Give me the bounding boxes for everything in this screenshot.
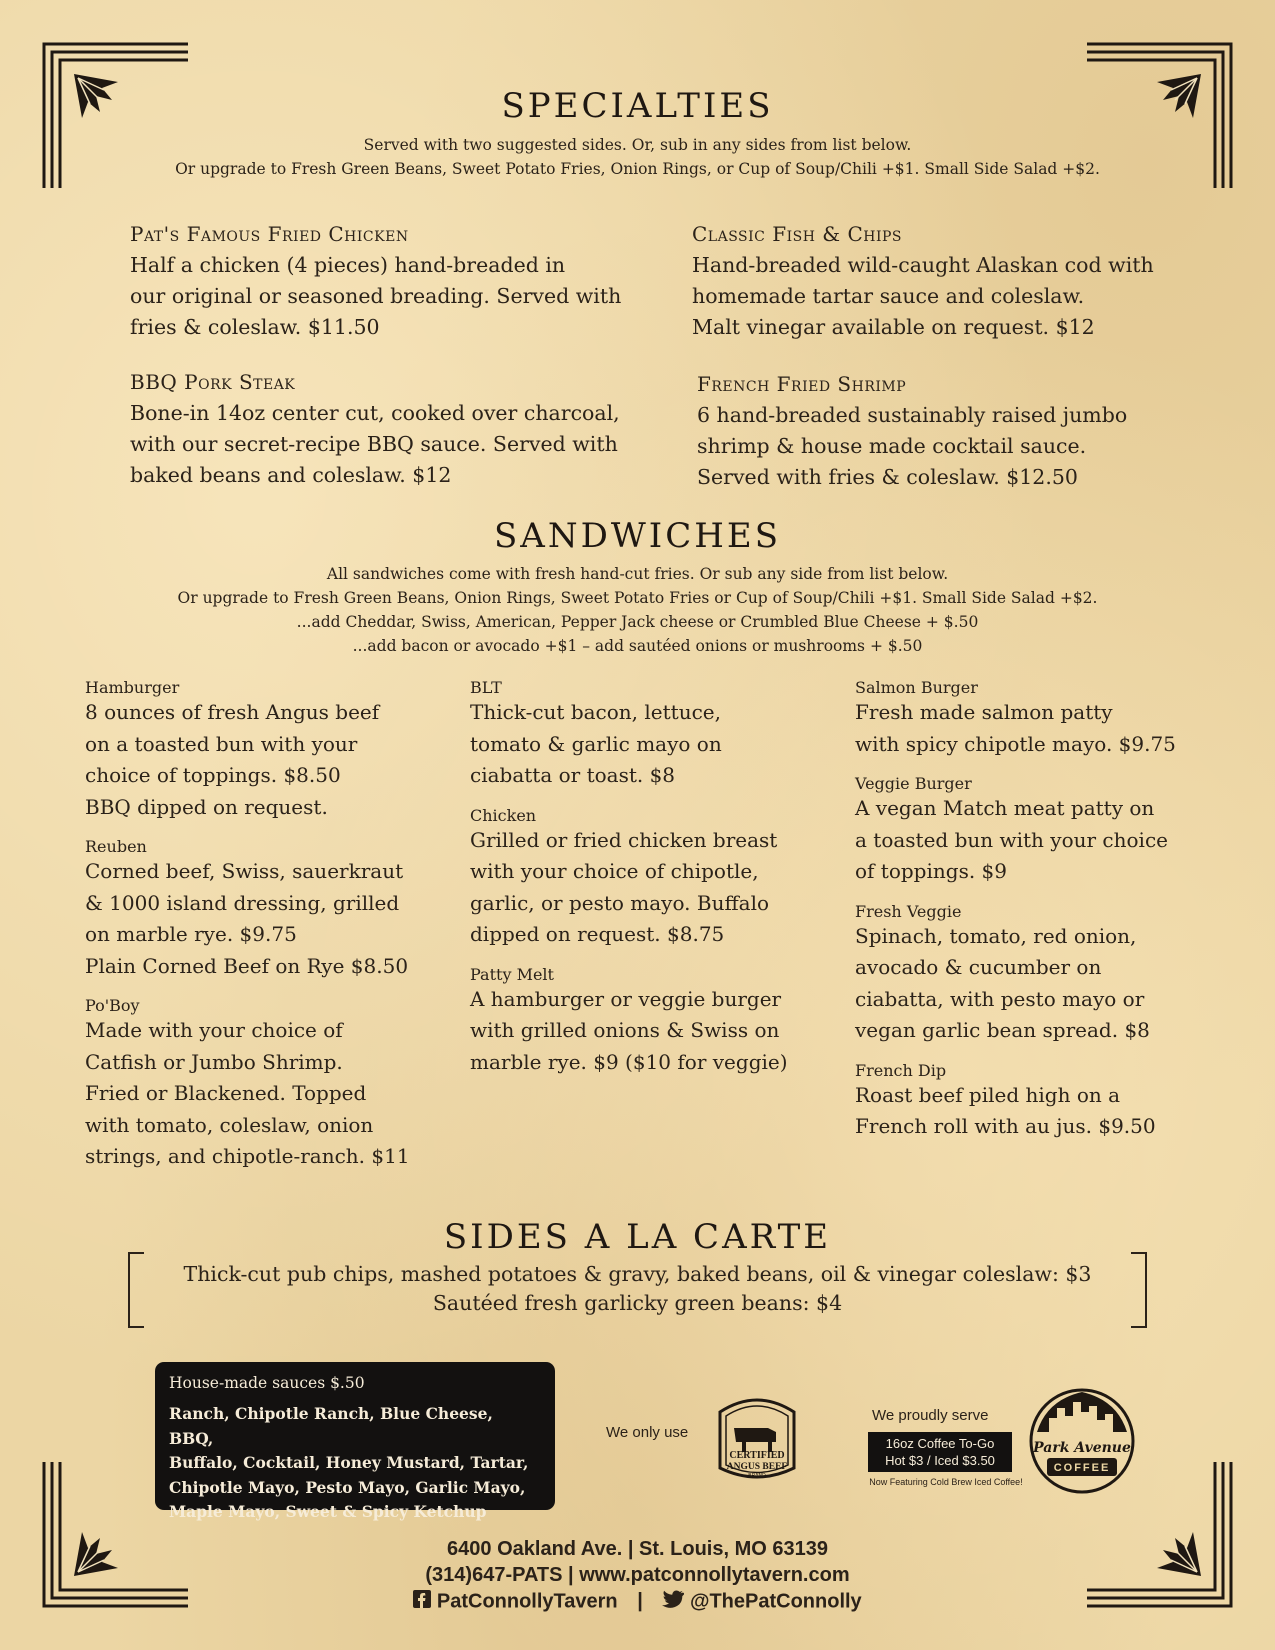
item-name: Hamburger (85, 678, 180, 697)
item-name: Patty Melt (470, 964, 554, 984)
item-name: French Dip (855, 1060, 947, 1080)
item-description (855, 697, 1245, 760)
sandwich-column-2 (470, 678, 840, 1092)
menu-item-french-dip (855, 1061, 1245, 1143)
logo-text-line: CERTIFIED (729, 1450, 785, 1461)
desc-line: Fresh made salmon patty (855, 700, 1113, 724)
desc-line: dipped on request. $8.75 (470, 922, 725, 946)
desc-line: A hamburger or veggie burger (470, 986, 782, 1011)
desc-line: ciabatta, with pesto mayo or (855, 986, 1145, 1011)
desc-line: a toasted bun with your choice (855, 827, 1168, 852)
specialties-note-line: Served with two suggested sides. Or, sub in any sides from list below. (363, 136, 912, 154)
desc-line: fries & coleslaw. $11.50 (130, 315, 380, 339)
sandwiches-heading: SANDWICHES (493, 516, 781, 556)
twitter-icon[interactable] (662, 1590, 684, 1614)
item-name: Veggie Burger (855, 774, 972, 793)
desc-line: ciabatta or toast. $8 (470, 763, 676, 787)
sandwich-column-1 (85, 678, 455, 1187)
menu-item-fresh-veggie (855, 902, 1245, 1047)
specialties-heading: SPECIALTIES (501, 86, 774, 126)
angus-label: We only use (606, 1424, 689, 1441)
sandwiches-note-line: All sandwiches come with fresh hand-cut fries. Or sub any side from list below. (326, 565, 949, 583)
item-description (692, 250, 1212, 343)
desc-line: with grilled onions & Swiss on (470, 1018, 780, 1042)
desc-line: tomato & garlic mayo on (470, 731, 722, 756)
desc-line: Spinach, tomato, red onion, (855, 923, 1137, 948)
logo-text-line: ANGUS BEEF (726, 1462, 788, 1472)
desc-line: with our secret-recipe BBQ sauce. Served with (130, 432, 618, 456)
sandwiches-note-line: ...add Cheddar, Swiss, American, Pepper Jack cheese or Crumbled Blue Cheese + $.50 (296, 613, 979, 631)
item-description (85, 856, 455, 982)
specialties-note (0, 133, 1275, 181)
logo-text-small: BRAND (748, 1473, 766, 1479)
desc-line: 6 hand-breaded sustainably raised jumbo (697, 403, 1128, 427)
item-description (130, 250, 670, 343)
facebook-icon[interactable] (413, 1590, 431, 1614)
item-name: Salmon Burger (855, 678, 978, 697)
desc-line: with your choice of chipotle, (470, 859, 759, 883)
menu-item-bbq-pork-steak (130, 370, 670, 491)
menu-item-blt (470, 678, 840, 792)
desc-line: choice of toppings. $8.50 (85, 763, 341, 787)
menu-item-fried-shrimp (697, 372, 1217, 493)
desc-line: our original or seasoned breading. Served with (130, 284, 622, 308)
desc-line: Half a chicken (4 pieces) hand-breaded in (130, 253, 566, 277)
sauce-line: Maple Mayo, Sweet & Spicy Ketchup (169, 1502, 487, 1521)
desc-line: marble rye. $9 ($10 for veggie) (470, 1049, 788, 1074)
menu-item-chicken (470, 806, 840, 951)
cold-brew-note: Now Featuring Cold Brew Iced Coffee! (869, 1477, 1023, 1487)
desc-line: Corned beef, Swiss, sauerkraut (85, 859, 404, 883)
sauce-line: Ranch, Chipotle Ranch, Blue Cheese, BBQ, (169, 1404, 493, 1448)
facebook-handle[interactable]: PatConnollyTavern (436, 1590, 618, 1613)
desc-line: strings, and chipotle-ranch. $11 (85, 1144, 410, 1168)
menu-item-poboy (85, 996, 455, 1173)
logo-text-line: COFFEE (1053, 1462, 1111, 1474)
desc-line: French roll with au jus. $9.50 (855, 1114, 1156, 1138)
desc-line: Plain Corned Beef on Rye $8.50 (85, 953, 409, 978)
desc-line: with spicy chipotle mayo. $9.75 (855, 731, 1176, 756)
menu-item-fish-chips (692, 222, 1212, 343)
specialties-note-line: Or upgrade to Fresh Green Beans, Sweet Potato Fries, Onion Rings, or Cup of Soup/Chili +$1. Small Side Salad +$2. (175, 160, 1100, 178)
desc-line: A vegan Match meat patty on (855, 796, 1155, 820)
item-name: Fresh Veggie (855, 901, 962, 921)
menu-item-salmon-burger (855, 678, 1245, 760)
desc-line: Roast beef piled high on a (855, 1082, 1121, 1107)
item-name: BLT (470, 678, 502, 697)
sandwiches-note-line: ...add bacon or avocado +$1 – add sautéed onions or mushrooms + $.50 (352, 637, 923, 655)
desc-line: Bone-in 14oz center cut, cooked over charcoal, (130, 401, 620, 425)
address: 6400 Oakland Ave. | St. Louis, MO 63139 (447, 1538, 828, 1560)
right-bracket (1131, 1252, 1147, 1328)
left-bracket (128, 1252, 144, 1328)
item-description (85, 697, 455, 823)
sauces-box (155, 1362, 555, 1521)
coffee-label: We proudly serve (872, 1407, 989, 1424)
menu-item-hamburger (85, 678, 455, 823)
item-name: BBQ Pork Steak (130, 370, 296, 394)
item-name: Classic Fish & Chips (692, 222, 903, 246)
item-description (85, 1015, 455, 1173)
sides-heading: SIDES A LA CARTE (443, 1217, 832, 1257)
desc-line: shrimp & house made cocktail sauce. (697, 434, 1087, 458)
certified-angus-beef-logo (712, 1388, 802, 1486)
sides-line: Sautéed fresh garlicky green beans: $4 (432, 1291, 843, 1315)
desc-line: Grilled or fried chicken breast (470, 827, 778, 852)
item-description (470, 984, 840, 1079)
logo-text-line: Park Avenue (1033, 1440, 1131, 1456)
desc-line: Fried or Blackened. Topped (85, 1081, 367, 1105)
sides-line: Thick-cut pub chips, mashed potatoes & gravy, baked beans, oil & vinegar coleslaw: $3 (183, 1262, 1092, 1286)
item-name: Po'Boy (85, 996, 140, 1015)
item-description (855, 793, 1245, 888)
coffee-box-line: Hot $3 / Iced $3.50 (885, 1453, 995, 1468)
item-description (130, 398, 670, 491)
desc-line: Served with fries & coleslaw. $12.50 (697, 465, 1078, 489)
desc-line: garlic, or pesto mayo. Buffalo (470, 890, 770, 915)
item-description (855, 1080, 1245, 1143)
desc-line: & 1000 island dressing, grilled (85, 890, 400, 915)
skyline-icon (1037, 1392, 1127, 1432)
sides-list (120, 1252, 1155, 1318)
sauces-title: House-made sauces $.50 (169, 1374, 365, 1392)
twitter-handle[interactable]: @ThePatConnolly (689, 1590, 862, 1613)
sides-box (120, 1252, 1155, 1330)
desc-line: 8 ounces of fresh Angus beef (85, 700, 380, 724)
item-name: Chicken (470, 805, 537, 825)
menu-item-fried-chicken (130, 222, 670, 343)
desc-line: on marble rye. $9.75 (85, 922, 297, 946)
coffee-box-line: 16oz Coffee To-Go (885, 1436, 995, 1451)
desc-line: Catfish or Jumbo Shrimp. (85, 1049, 343, 1074)
menu-item-reuben (85, 837, 455, 982)
phone-website[interactable]: (314)647-PATS | www.patconnollytavern.com (425, 1564, 850, 1586)
desc-line: Made with your choice of (85, 1018, 343, 1042)
menu-item-veggie-burger (855, 774, 1245, 888)
item-description (697, 400, 1217, 493)
item-name: French Fried Shrimp (697, 372, 907, 396)
desc-line: Malt vinegar available on request. $12 (692, 315, 1095, 339)
desc-line: vegan garlic bean spread. $8 (855, 1018, 1150, 1042)
separator: | (637, 1590, 643, 1613)
item-name: Reuben (85, 837, 147, 856)
desc-line: baked beans and coleslaw. $12 (130, 463, 452, 487)
desc-line: of toppings. $9 (855, 859, 1007, 883)
sauces-list (169, 1402, 541, 1525)
social-links (0, 1590, 1275, 1614)
sauce-line: Buffalo, Cocktail, Honey Mustard, Tartar, (169, 1453, 529, 1472)
desc-line: avocado & cucumber on (855, 955, 1102, 979)
item-description (470, 697, 840, 792)
sauce-line: Chipotle Mayo, Pesto Mayo, Garlic Mayo, (169, 1477, 526, 1497)
desc-line: Hand-breaded wild-caught Alaskan cod with (692, 253, 1154, 277)
sandwiches-note-line: Or upgrade to Fresh Green Beans, Onion Rings, Sweet Potato Fries or Cup of Soup/Chili +$1. Small Side Salad +$2. (177, 589, 1098, 607)
coffee-price-box (868, 1432, 1012, 1472)
sandwiches-note (0, 562, 1275, 658)
desc-line: BBQ dipped on request. (85, 794, 328, 819)
menu-item-patty-melt (470, 965, 840, 1079)
item-description (855, 921, 1245, 1047)
desc-line: Thick-cut bacon, lettuce, (470, 700, 721, 724)
cow-icon (734, 1428, 776, 1452)
desc-line: homemade tartar sauce and coleslaw. (692, 284, 1085, 308)
park-avenue-coffee-logo (1027, 1386, 1137, 1496)
desc-line: on a toasted bun with your (85, 731, 358, 756)
item-name: Pat's Famous Fried Chicken (130, 222, 409, 246)
desc-line: with tomato, coleslaw, onion (85, 1112, 374, 1137)
sandwich-column-3 (855, 678, 1245, 1157)
item-description (470, 825, 840, 951)
